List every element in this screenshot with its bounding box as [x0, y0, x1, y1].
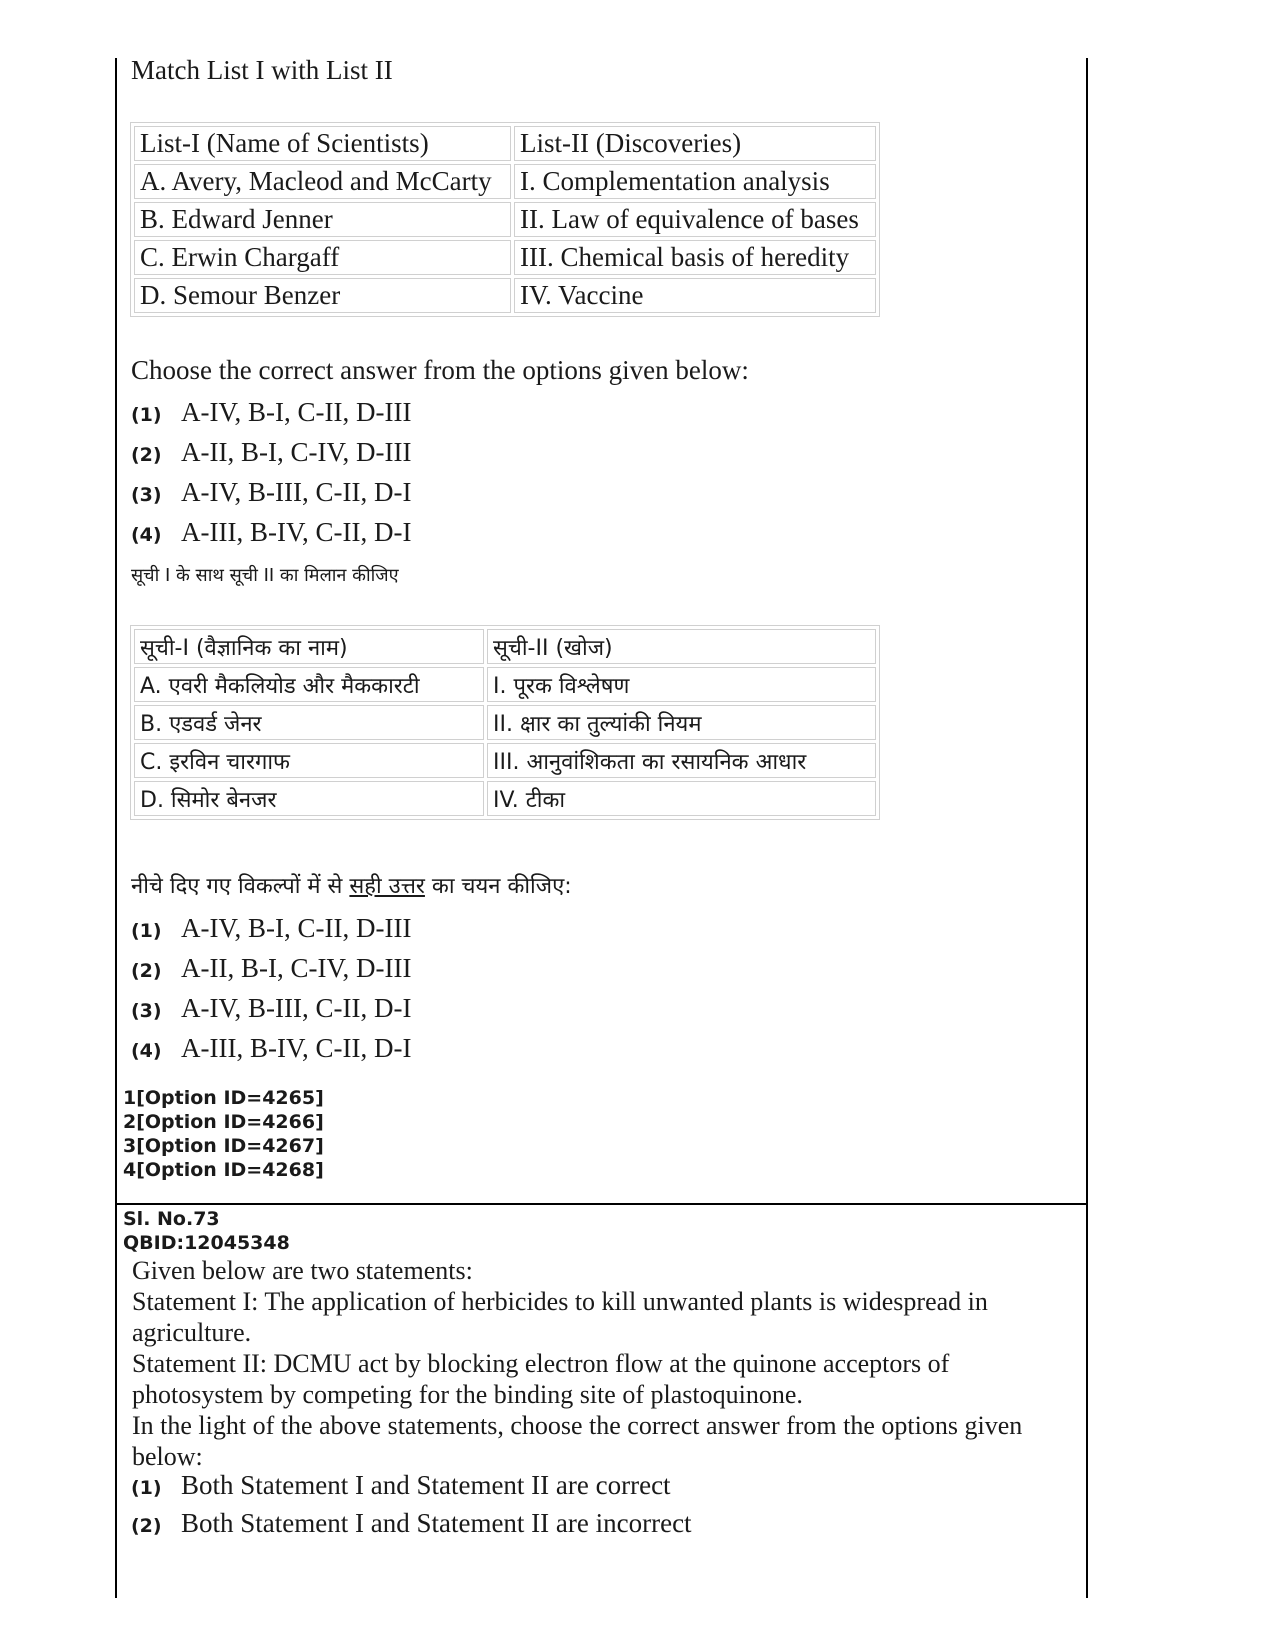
option-number: (1) [131, 404, 162, 426]
option-en-2[interactable] [131, 437, 411, 468]
option-number: (3) [131, 1000, 162, 1022]
option-q73-2[interactable] [131, 1508, 692, 1539]
table-cell: List-II (Discoveries) [514, 126, 876, 161]
choose-prompt-hi-underlined: सही उत्तर [349, 874, 425, 899]
option-en-4[interactable] [131, 517, 411, 548]
choose-prompt-hi-prefix: नीचे दिए गए विकल्पों में से [131, 874, 350, 899]
option-text: A-II, B-I, C-IV, D-III [181, 437, 412, 467]
table-row [134, 278, 876, 313]
choose-prompt-hi-suffix: का चयन कीजिए: [424, 874, 572, 899]
table-cell: A. Avery, Macleod and McCarty [134, 164, 511, 199]
match-table-en [130, 122, 880, 317]
table-cell: IV. Vaccine [514, 278, 876, 313]
option-hi-3[interactable] [131, 993, 411, 1024]
table-cell: B. एडवर्ड जेनर [134, 705, 484, 740]
option-number: (4) [131, 524, 162, 546]
option-number: (2) [131, 1515, 162, 1537]
option-number: (2) [131, 444, 162, 466]
table-cell: II. Law of equivalence of bases [514, 202, 876, 237]
choose-prompt-en: Choose the correct answer from the options given below: [131, 355, 749, 385]
option-id: 1[Option ID=4265] [123, 1087, 324, 1109]
option-id-list [123, 1086, 324, 1182]
option-text: Both Statement I and Statement II are incorrect [181, 1508, 692, 1538]
table-row [134, 705, 876, 740]
option-hi-1[interactable] [131, 913, 411, 944]
option-text: A-III, B-IV, C-II, D-I [181, 1033, 412, 1063]
table-row [134, 202, 876, 237]
table-cell: D. सिमोर बेनजर [134, 781, 484, 816]
option-number: (1) [131, 920, 162, 942]
table-row [134, 629, 876, 664]
table-cell: C. Erwin Chargaff [134, 240, 511, 275]
option-q73-1[interactable] [131, 1470, 671, 1501]
table-row [134, 781, 876, 816]
match-table-hi [130, 625, 880, 820]
option-text: A-IV, B-I, C-II, D-III [181, 397, 412, 427]
question-meta [123, 1207, 290, 1255]
table-cell: I. पूरक विश्लेषण [487, 667, 876, 702]
option-id: 4[Option ID=4268] [123, 1159, 324, 1181]
option-text: A-IV, B-I, C-II, D-III [181, 913, 412, 943]
table-cell: I. Complementation analysis [514, 164, 876, 199]
statement-block [132, 1255, 1052, 1472]
table-row [134, 164, 876, 199]
option-text: Both Statement I and Statement II are correct [181, 1470, 671, 1500]
option-number: (4) [131, 1040, 162, 1062]
table-cell: List-I (Name of Scientists) [134, 126, 511, 161]
statement-2: Statement II: DCMU act by blocking electron flow at the quinone acceptors of photosystem by competing for the binding site of plastoquinone. [132, 1349, 950, 1409]
option-text: A-III, B-IV, C-II, D-I [181, 517, 412, 547]
option-hi-4[interactable] [131, 1033, 411, 1064]
table-cell: सूची-I (वैज्ञानिक का नाम) [134, 629, 484, 664]
statement-1: Statement I: The application of herbicides to kill unwanted plants is widespread in agriculture. [132, 1287, 988, 1347]
instruction-hi: सूची I के साथ सूची II का मिलान कीजिए [131, 565, 399, 586]
option-text: A-IV, B-III, C-II, D-I [181, 993, 412, 1023]
option-hi-2[interactable] [131, 953, 411, 984]
table-cell: IV. टीका [487, 781, 876, 816]
statement-closing: In the light of the above statements, choose the correct answer from the options given below: [132, 1411, 1023, 1471]
table-row [134, 743, 876, 778]
option-number: (1) [131, 1477, 162, 1499]
table-cell: सूची-II (खोज) [487, 629, 876, 664]
table-cell: III. Chemical basis of heredity [514, 240, 876, 275]
option-number: (2) [131, 960, 162, 982]
statement-intro: Given below are two statements: [132, 1256, 473, 1285]
choose-prompt-hi [131, 870, 572, 900]
table-cell: D. Semour Benzer [134, 278, 511, 313]
table-row [134, 240, 876, 275]
serial-number: Sl. No.73 [123, 1208, 220, 1230]
question-divider [115, 1203, 1088, 1205]
option-text: A-IV, B-III, C-II, D-I [181, 477, 412, 507]
option-text: A-II, B-I, C-IV, D-III [181, 953, 412, 983]
option-id: 3[Option ID=4267] [123, 1135, 324, 1157]
option-en-1[interactable] [131, 397, 411, 428]
table-cell: C. इरविन चारगाफ [134, 743, 484, 778]
table-cell: III. आनुवांशिकता का रसायनिक आधार [487, 743, 876, 778]
option-id: 2[Option ID=4266] [123, 1111, 324, 1133]
option-number: (3) [131, 484, 162, 506]
table-cell: B. Edward Jenner [134, 202, 511, 237]
table-cell: II. क्षार का तुल्यांकी नियम [487, 705, 876, 740]
option-en-3[interactable] [131, 477, 411, 508]
instruction-en: Match List I with List II [131, 55, 393, 85]
qbid: QBID:12045348 [123, 1232, 290, 1254]
table-cell: A. एवरी मैकलियोड और मैककारटी [134, 667, 484, 702]
table-row [134, 126, 876, 161]
table-row [134, 667, 876, 702]
